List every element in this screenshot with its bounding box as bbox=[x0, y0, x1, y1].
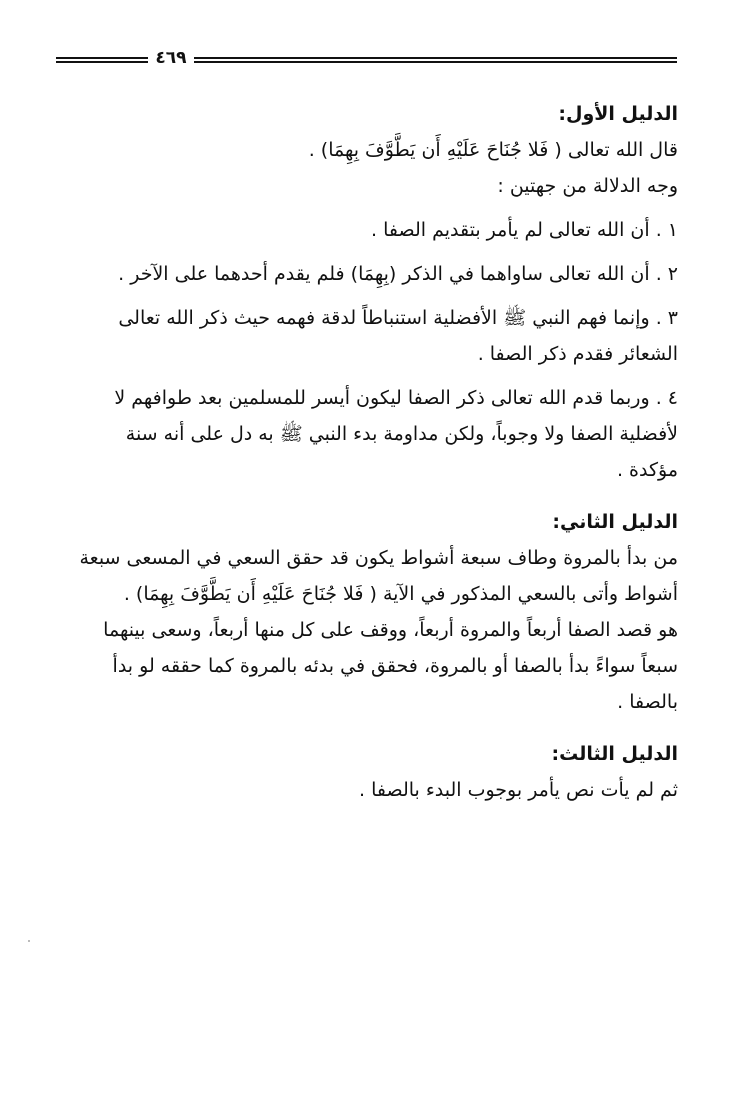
paragraph-line: أشواط وأتى بالسعي المذكور في الآية ( فَلا جُنَاحَ عَلَيْهِ أَن يَطَّوَّفَ بِهِمَا) . bbox=[123, 583, 678, 605]
section-heading-third-evidence: الدليل الثالث: bbox=[551, 743, 678, 765]
page-number: ٤٦٩ bbox=[155, 48, 187, 68]
page-header bbox=[56, 48, 677, 72]
list-item-2: ٢ . أن الله تعالى ساواهما في الذكر (بِهِمَا) فلم يقدم أحدهما على الآخر . bbox=[118, 263, 678, 285]
document-body bbox=[56, 96, 678, 808]
list-item-3-line-2: الشعائر فقدم ذكر الصفا . bbox=[477, 343, 678, 365]
header-rule-right bbox=[194, 57, 677, 63]
paragraph-line: هو قصد الصفا أربعاً والمروة أربعاً، ووقف على كل منها أربعاً، وسعى بينهما bbox=[103, 619, 678, 641]
paragraph-line: بالصفا . bbox=[617, 691, 678, 713]
paragraph-line: من بدأ بالمروة وطاف سبعة أشواط يكون قد حقق السعي في المسعى سبعة bbox=[79, 547, 678, 569]
list-item-3-line-1: ٣ . وإنما فهم النبي ﷺ الأفضلية استنباطاً لدقة فهمه حيث ذكر الله تعالى bbox=[118, 307, 678, 329]
section-heading-first-evidence: الدليل الأول: bbox=[558, 103, 678, 125]
header-rule-left bbox=[56, 57, 148, 63]
list-item-4-line-2: لأفضلية الصفا ولا وجوباً، ولكن مداومة بدء النبي ﷺ به دل على أنه سنة bbox=[125, 423, 678, 445]
quran-quote-line: قال الله تعالى ( فَلا جُنَاحَ عَلَيْهِ أَن يَطَّوَّفَ بِهِمَا) . bbox=[308, 139, 678, 161]
list-item-4-line-3: مؤكدة . bbox=[616, 459, 678, 481]
paragraph-line: وجه الدلالة من جهتين : bbox=[497, 175, 678, 197]
list-item-4-line-1: ٤ . وربما قدم الله تعالى ذكر الصفا ليكون أيسر للمسلمين بعد طوافهم لا bbox=[114, 387, 678, 409]
paragraph-line: ثم لم يأت نص يأمر بوجوب البدء بالصفا . bbox=[359, 779, 678, 801]
section-heading-second-evidence: الدليل الثاني: bbox=[552, 511, 678, 533]
paragraph-line: سبعاً سواءً بدأ بالصفا أو بالمروة، فحقق في بدئه بالمروة كما حققه لو بدأ bbox=[112, 655, 678, 677]
scan-speck bbox=[28, 940, 30, 942]
list-item-1: ١ . أن الله تعالى لم يأمر بتقديم الصفا . bbox=[371, 219, 678, 241]
